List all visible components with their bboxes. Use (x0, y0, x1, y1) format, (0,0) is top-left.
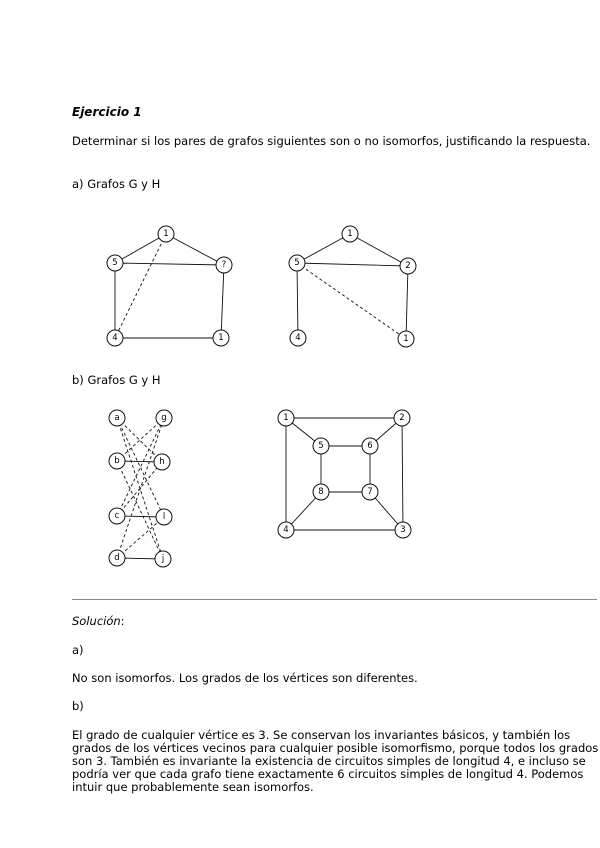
svg-text:1: 1 (163, 229, 169, 239)
graph-b-g (109, 410, 172, 567)
solution-b-label: b) (72, 699, 84, 713)
svg-text:h: h (159, 457, 165, 467)
svg-text:4: 4 (283, 525, 289, 535)
node-b-h-5 (313, 438, 329, 454)
node-b-h-4 (278, 522, 294, 538)
node-b-h-1 (278, 410, 294, 426)
solution-a-label: a) (72, 643, 84, 657)
svg-text:5: 5 (294, 258, 300, 268)
svg-text:3: 3 (400, 525, 406, 535)
svg-text:1: 1 (403, 334, 409, 344)
graph-b-h (278, 410, 411, 538)
node-b-h-6 (362, 438, 378, 454)
node-b-g-g (156, 410, 172, 426)
svg-text:?: ? (221, 260, 227, 270)
solution-b-text: El grado de cualquier vértice es 3. Se conservan los invariantes básicos, y también los grados de los vértices vecinos para cualquier posible isomorfismo, porque todos los grados son 3. También es invariante la existencia de circuitos simples de longitud 4, e incluso se podría ver que cada grafo tiene exactamente 6 circuitos simples de longitud 4. Podemos intuir que probablemente sean isomorfos. (72, 728, 599, 794)
svg-text:2: 2 (405, 261, 411, 271)
svg-text:8: 8 (318, 487, 324, 497)
node-b-g-c (109, 508, 125, 524)
svg-text:g: g (161, 413, 167, 423)
svg-text:4: 4 (295, 333, 301, 343)
svg-text:l: l (162, 512, 166, 522)
solution-heading-colon: : (120, 614, 125, 628)
svg-text:5: 5 (112, 258, 118, 268)
solution-heading (72, 615, 125, 628)
node-b-h-2 (394, 410, 410, 426)
node-b-g-j (155, 551, 171, 567)
node-b-g-b (109, 453, 125, 469)
section-divider (72, 599, 597, 600)
node-b-h-3 (395, 522, 411, 538)
svg-text:c: c (114, 511, 120, 521)
svg-text:a: a (114, 413, 120, 423)
node-b-h-7 (362, 484, 378, 500)
svg-text:4: 4 (112, 333, 118, 343)
svg-text:1: 1 (347, 229, 353, 239)
exercise-title: Ejercicio 1 (72, 105, 142, 119)
svg-text:5: 5 (318, 441, 324, 451)
svg-text:1: 1 (218, 333, 224, 343)
node-b-g-a (109, 410, 125, 426)
node-b-g-h (154, 454, 170, 470)
svg-text:j: j (161, 554, 165, 564)
node-b-g-i (156, 509, 172, 525)
svg-text:6: 6 (367, 441, 373, 451)
svg-text:2: 2 (399, 413, 405, 423)
solution-a-text: No son isomorfos. Los grados de los vértices son diferentes. (72, 671, 418, 685)
svg-text:d: d (114, 553, 120, 563)
part-a-label: a) Grafos G y H (72, 177, 161, 191)
svg-text:1: 1 (283, 413, 289, 423)
node-b-h-8 (313, 484, 329, 500)
svg-text:7: 7 (367, 487, 373, 497)
svg-text:b: b (114, 456, 120, 466)
solution-heading-word: Solución (72, 614, 121, 628)
node-b-g-d (109, 550, 125, 566)
exercise-prompt: Determinar si los pares de grafos siguientes son o no isomorfos, justificando la respuesta. (72, 134, 591, 148)
part-b-label: b) Grafos G y H (72, 373, 161, 387)
